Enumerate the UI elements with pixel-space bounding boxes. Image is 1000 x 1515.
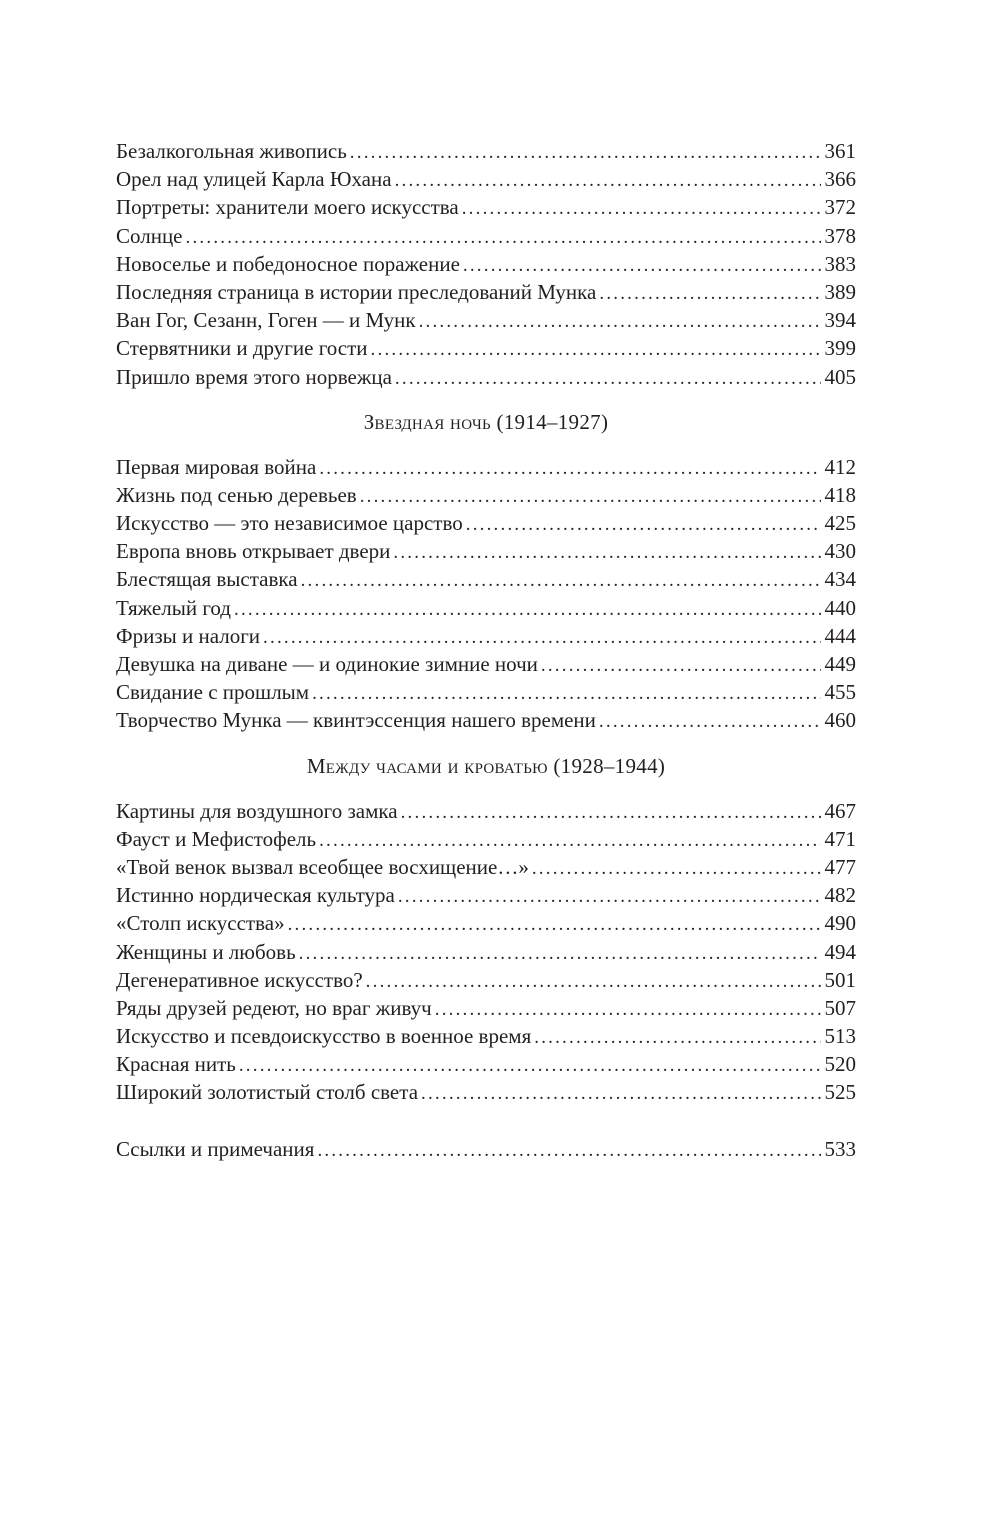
leader-dots (466, 511, 821, 539)
leader-dots (534, 1024, 820, 1052)
toc-entry (116, 278, 856, 306)
leader-dots (317, 1137, 820, 1165)
toc-entry (116, 622, 856, 650)
toc-entry-title: Ссылки и примечания (116, 1136, 315, 1161)
leader-dots (366, 968, 821, 996)
leader-dots (350, 139, 821, 167)
toc-entry (116, 1135, 856, 1163)
toc-entry (116, 453, 856, 481)
toc-entry (116, 165, 856, 193)
toc-entry (116, 994, 856, 1022)
leader-dots (541, 652, 821, 680)
toc-entry (116, 537, 856, 565)
toc-entry-title: Женщины и любовь (116, 939, 296, 964)
toc-entry-title: Красная нить (116, 1052, 236, 1077)
toc-entry (116, 650, 856, 678)
toc-entry (116, 938, 856, 966)
toc-entry-title: Ряды друзей редеют, но враг живуч (116, 995, 432, 1020)
section-heading: Звездная ночь (1914–1927) (363, 409, 609, 434)
section-heading: Между часами и кроватью (1928–1944) (306, 753, 666, 778)
toc-entry-title: Солнце (116, 223, 183, 248)
toc-entry-title: Девушка на диване — и одинокие зимние ночи (116, 652, 538, 676)
toc-entry-title: «Твой венок вызвал всеобщее восхищение…» (116, 854, 529, 879)
leader-dots (312, 680, 820, 708)
toc-entry (116, 966, 856, 994)
leader-dots (398, 883, 821, 911)
toc-entry-page: 430 (824, 539, 856, 564)
toc-entry-page: 425 (824, 511, 856, 536)
toc-entry (116, 137, 856, 165)
toc-entry-title: Портреты: хранители моего искусства (116, 195, 459, 220)
leader-dots (288, 911, 821, 939)
toc-entry-title: Истинно нордическая культура (116, 883, 395, 908)
toc-entry-title: Искусство — это независимое царство (116, 511, 463, 536)
toc-entry-title: Стервятники и другие гости (116, 336, 368, 361)
toc-entry-page: 477 (824, 854, 856, 879)
toc-entry-page: 440 (824, 595, 856, 620)
table-of-contents (116, 137, 856, 1163)
toc-entry-page: 383 (824, 251, 856, 276)
toc-entry-page: 467 (824, 798, 856, 823)
leader-dots (319, 827, 820, 855)
toc-entry (116, 881, 856, 909)
toc-entry (116, 565, 856, 593)
leader-dots (186, 224, 821, 252)
toc-entry (116, 594, 856, 622)
toc-entry (116, 306, 856, 334)
toc-entry-title: Ван Гог, Сезанн, Гоген — и Мунк (116, 308, 416, 333)
toc-entry-page: 361 (824, 139, 856, 163)
section-spacer (116, 1107, 856, 1135)
toc-entry-page: 399 (824, 336, 856, 361)
leader-dots (599, 708, 821, 736)
toc-entry-title: Творчество Мунка — квинтэссенция нашего времени (116, 708, 596, 733)
toc-entry-page: 378 (824, 223, 856, 248)
toc-entry (116, 853, 856, 881)
toc-entry-title: Фауст и Мефистофель (116, 826, 317, 851)
toc-entry-page: 501 (824, 967, 856, 992)
toc-entry-title: Безалкогольная живопись (116, 139, 347, 163)
leader-dots (360, 483, 821, 511)
leader-dots (301, 567, 821, 595)
toc-entry (116, 825, 856, 853)
toc-entry-title: Жизнь под сенью деревьев (116, 482, 357, 507)
leader-dots (393, 539, 820, 567)
leader-dots (395, 365, 821, 393)
leader-dots (599, 280, 820, 308)
leader-dots (239, 1052, 821, 1080)
toc-entry-page: 507 (824, 995, 856, 1020)
leader-dots (419, 308, 821, 336)
toc-entry-page: 405 (824, 364, 856, 389)
toc-entry-page: 449 (824, 652, 856, 676)
toc-entry-page: 366 (824, 167, 856, 192)
toc-entry-title: Последняя страница в истории преследований Мунка (116, 279, 597, 304)
toc-entry (116, 678, 856, 706)
toc-entry-page: 394 (824, 308, 856, 333)
toc-entry-title: Первая мировая война (116, 454, 317, 479)
toc-entry (116, 250, 856, 278)
toc-entry-page: 525 (824, 1080, 856, 1105)
toc-entry (116, 509, 856, 537)
toc-entry-title: Фризы и налоги (116, 623, 261, 648)
toc-entry (116, 909, 856, 937)
toc-entry-title: Европа вновь открывает двери (116, 539, 391, 564)
toc-entry (116, 363, 856, 391)
toc-entry (116, 334, 856, 362)
toc-section-2 (116, 453, 856, 735)
toc-entry-page: 471 (824, 826, 856, 851)
leader-dots (395, 167, 821, 195)
toc-entry (116, 706, 856, 734)
toc-entry (116, 222, 856, 250)
leader-dots (234, 596, 821, 624)
toc-entry-page: 513 (824, 1024, 856, 1049)
toc-entry-page: 455 (824, 680, 856, 705)
toc-entry-title: Пришло время этого норвежца (116, 364, 392, 389)
toc-entry-page: 372 (824, 195, 856, 220)
toc-entry (116, 193, 856, 221)
toc-entry-title: Картины для воздушного замка (116, 798, 398, 823)
toc-entry-page: 444 (824, 623, 856, 648)
toc-entry-title: «Столп искусства» (116, 911, 285, 936)
toc-entry-page: 520 (824, 1052, 856, 1077)
toc-entry-page: 533 (824, 1136, 856, 1161)
leader-dots (263, 624, 820, 652)
toc-entry (116, 1050, 856, 1078)
toc-entry-page: 494 (824, 939, 856, 964)
toc-entry-title: Новоселье и победоносное поражение (116, 251, 460, 276)
leader-dots (299, 940, 821, 968)
toc-entry (116, 797, 856, 825)
toc-entry-title: Свидание с прошлым (116, 680, 310, 705)
leader-dots (435, 996, 821, 1024)
leader-dots (421, 1080, 820, 1108)
toc-entry-title: Орел над улицей Карла Юхана (116, 167, 392, 192)
toc-entry (116, 1078, 856, 1106)
leader-dots (463, 252, 821, 280)
toc-entry (116, 1022, 856, 1050)
toc-entry-page: 490 (824, 911, 856, 936)
toc-endmatter (116, 1135, 856, 1163)
toc-entry-page: 418 (824, 482, 856, 507)
toc-entry-title: Широкий золотистый столб света (116, 1080, 419, 1105)
toc-entry-page: 412 (824, 454, 856, 479)
toc-entry-title: Тяжелый год (116, 595, 231, 620)
leader-dots (371, 336, 821, 364)
toc-section-1 (116, 137, 856, 391)
toc-entry-page: 389 (824, 279, 856, 304)
toc-entry-page: 482 (824, 883, 856, 908)
leader-dots (532, 855, 821, 883)
toc-entry-page: 434 (824, 567, 856, 592)
leader-dots (401, 799, 821, 827)
toc-entry-page: 460 (824, 708, 856, 733)
toc-entry-title: Дегенеративное искусство? (116, 967, 363, 992)
toc-entry-title: Искусство и псевдоискусство в военное время (116, 1024, 532, 1049)
leader-dots (462, 195, 821, 223)
toc-section-3 (116, 797, 856, 1107)
toc-entry (116, 481, 856, 509)
toc-entry-title: Блестящая выставка (116, 567, 298, 592)
leader-dots (319, 455, 820, 483)
